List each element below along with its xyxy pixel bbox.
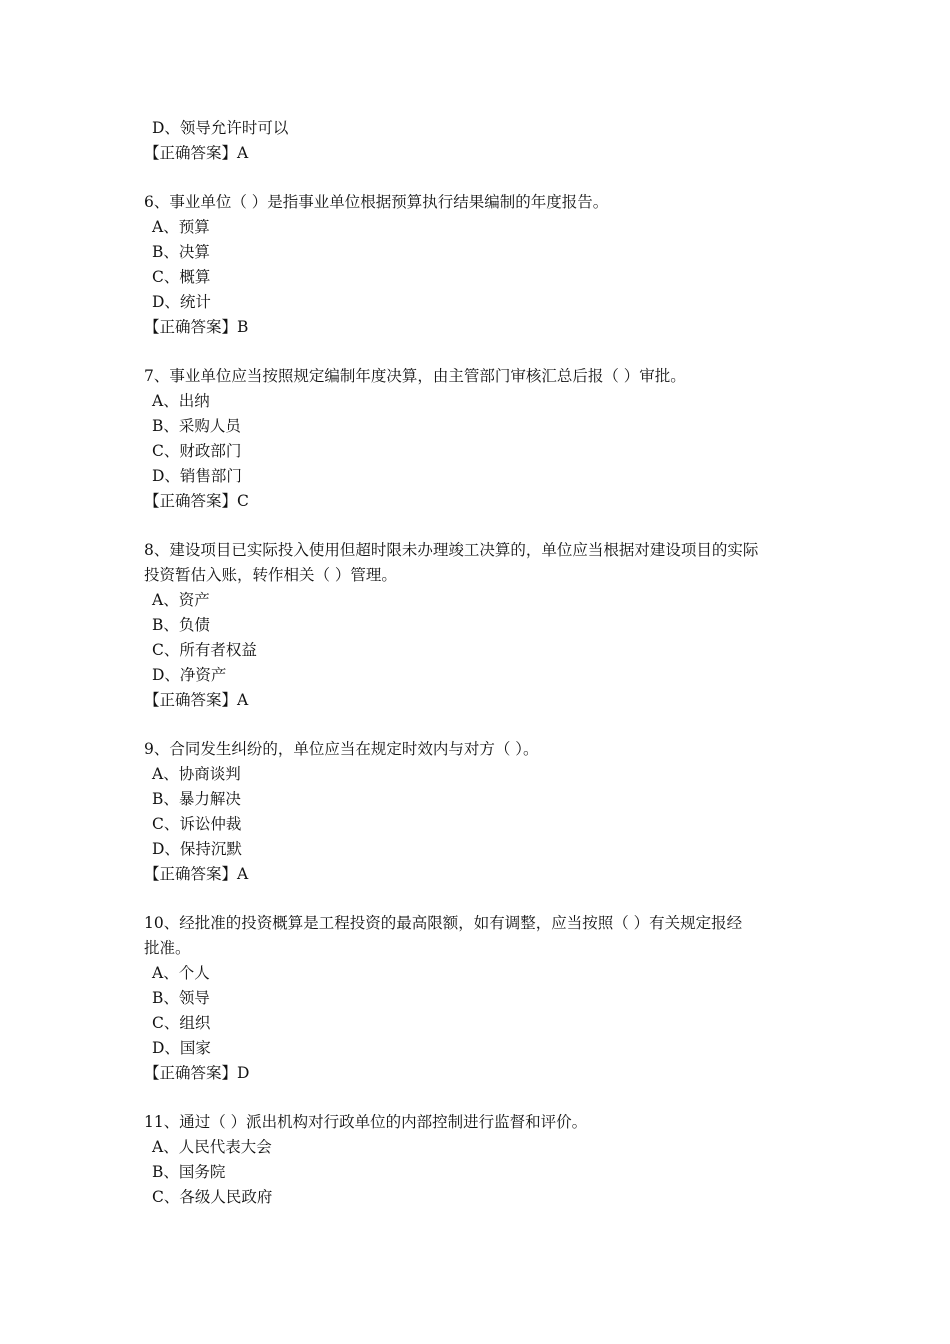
option-a: A、协商谈判 <box>152 765 241 783</box>
correct-answer: 【正确答案】B <box>144 318 249 336</box>
question-block-6 <box>144 190 814 340</box>
question-text-line-1: 8、建设项目已实际投入使用但超时限未办理竣工决算的，单位应当根据对建设项目的实际 <box>144 541 759 559</box>
question-block-10 <box>144 911 814 1086</box>
option-c: C、各级人民政府 <box>152 1188 273 1206</box>
question-block-8 <box>144 538 814 713</box>
option-b: B、暴力解决 <box>152 790 241 808</box>
question-text: 6、事业单位（ ）是指事业单位根据预算执行结果编制的年度报告。 <box>144 193 609 211</box>
question-block-5-continuation <box>144 116 814 166</box>
question-text-line-1: 10、经批准的投资概算是工程投资的最高限额，如有调整，应当按照（ ）有关规定报经 <box>144 914 743 932</box>
option-b: B、决算 <box>152 243 210 261</box>
option-a: A、人民代表大会 <box>152 1138 272 1156</box>
option-c: C、概算 <box>152 268 211 286</box>
question-block-9 <box>144 737 814 887</box>
correct-answer: 【正确答案】A <box>144 865 249 883</box>
option-b: B、负债 <box>152 616 210 634</box>
option-b: B、采购人员 <box>152 417 241 435</box>
option-a: A、资产 <box>152 591 210 609</box>
question-block-11 <box>144 1110 814 1210</box>
option-a: A、预算 <box>152 218 210 236</box>
option-d: D、净资产 <box>152 666 227 684</box>
option-d: D、国家 <box>152 1039 211 1057</box>
question-text: 9、合同发生纠纷的，单位应当在规定时效内与对方（ ）。 <box>144 740 539 758</box>
question-text: 11、通过（ ）派出机构对行政单位的内部控制进行监督和评价。 <box>144 1113 588 1131</box>
option-a: A、个人 <box>152 964 210 982</box>
option-c: C、财政部门 <box>152 442 242 460</box>
option-d: D、统计 <box>152 293 211 311</box>
correct-answer: 【正确答案】A <box>144 144 249 162</box>
correct-answer: 【正确答案】C <box>144 492 249 510</box>
option-d: D、保持沉默 <box>152 840 242 858</box>
option-d: D、销售部门 <box>152 467 242 485</box>
option-d: D、领导允许时可以 <box>152 119 289 137</box>
option-c: C、组织 <box>152 1014 211 1032</box>
question-list <box>144 116 814 1210</box>
question-text: 7、事业单位应当按照规定编制年度决算，由主管部门审核汇总后报（ ）审批。 <box>144 367 686 385</box>
option-a: A、出纳 <box>152 392 210 410</box>
option-b: B、领导 <box>152 989 210 1007</box>
question-block-7 <box>144 364 814 514</box>
correct-answer: 【正确答案】A <box>144 691 249 709</box>
question-text-line-2: 批准。 <box>144 939 191 957</box>
option-c: C、所有者权益 <box>152 641 257 659</box>
option-c: C、诉讼仲裁 <box>152 815 242 833</box>
option-b: B、国务院 <box>152 1163 226 1181</box>
question-text-line-2: 投资暂估入账，转作相关（ ）管理。 <box>144 566 397 584</box>
correct-answer: 【正确答案】D <box>144 1064 250 1082</box>
